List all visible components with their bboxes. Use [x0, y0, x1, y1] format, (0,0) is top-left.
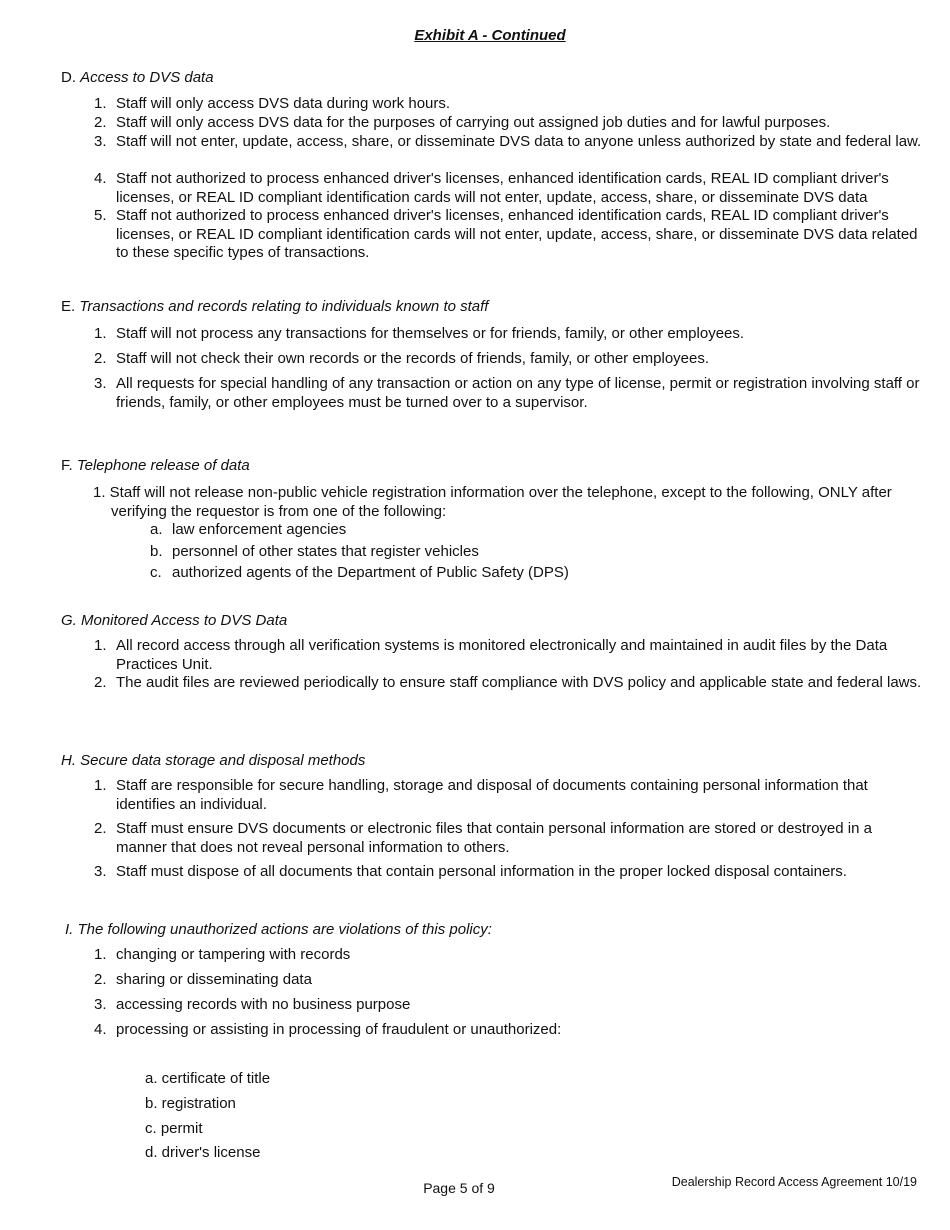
item-number: 2.	[94, 971, 107, 988]
list-item	[94, 375, 924, 412]
list-item	[94, 95, 924, 114]
sub-item-letter: a.	[150, 521, 163, 538]
item-number: 3.	[94, 375, 107, 392]
section-e-heading	[61, 298, 488, 317]
sub-list-item: a. certificate of title	[145, 1070, 271, 1087]
section-f-heading	[61, 457, 250, 476]
item-number: 2.	[94, 820, 107, 837]
item-text: Staff must ensure DVS documents or electronic files that contain personal information are stored or destroyed in a manner that does not reveal personal information to others.	[116, 820, 872, 856]
list-item	[94, 325, 924, 344]
page-title: Exhibit A - Continued	[414, 27, 566, 44]
item-number: 3.	[94, 996, 107, 1013]
list-item	[94, 777, 924, 814]
list-item	[94, 674, 924, 693]
sub-list-item	[150, 564, 569, 583]
item-number: 1.	[94, 777, 107, 794]
section-d-heading	[61, 69, 214, 88]
item-text: All record access through all verification systems is monitored electronically and maintained in audit files by the Data Practices Unit.	[116, 637, 888, 673]
sub-list-item: c. permit	[145, 1120, 203, 1137]
section-d-title: Access to DVS data	[80, 69, 214, 86]
item-number: 2.	[94, 114, 107, 131]
section-d-letter: D.	[61, 69, 76, 86]
item-text: changing or tampering with records	[116, 946, 351, 963]
item-text: Staff not authorized to process enhanced driver's licenses, enhanced identification cards, REAL ID compliant driver's licenses, or REAL ID compliant identification cards will not enter, update, access, share, or disseminate DVS data related to these specific types of transactions.	[116, 207, 918, 261]
item-text: All requests for special handling of any transaction or action on any type of license, permit or registration involving staff or friends, family, or other employees must be turned over to a supervisor.	[116, 375, 920, 411]
item-number: 1.	[94, 325, 107, 342]
item-text: Staff will only access DVS data during work hours.	[116, 95, 451, 112]
item-number: 2.	[94, 350, 107, 367]
item-text: Staff will not enter, update, access, share, or disseminate DVS data to anyone unless authorized by state and federal law.	[116, 133, 922, 150]
sub-item-text: authorized agents of the Department of Public Safety (DPS)	[172, 564, 569, 581]
item-number: 1.	[94, 95, 107, 112]
list-item	[94, 820, 924, 857]
section-e-letter: E.	[61, 298, 76, 315]
item-number: 4.	[94, 170, 107, 187]
list-item	[94, 637, 924, 674]
section-i-heading: I. The following unauthorized actions are violations of this policy:	[65, 921, 492, 938]
section-e-title: Transactions and records relating to individuals known to staff	[79, 298, 489, 315]
item-text: accessing records with no business purpose	[116, 996, 411, 1013]
section-f-title: Telephone release of data	[76, 457, 250, 474]
sub-item-text: law enforcement agencies	[172, 521, 347, 538]
list-item	[94, 170, 924, 207]
item-number: 2.	[94, 674, 107, 691]
list-item	[93, 484, 923, 521]
item-number: 5.	[94, 207, 107, 224]
item-text: Staff must dispose of all documents that contain personal information in the proper locked disposal containers.	[116, 863, 847, 880]
list-item	[94, 133, 924, 152]
item-text: Staff will not check their own records or the records of friends, family, or other employees.	[116, 350, 710, 367]
sub-list-item	[150, 521, 346, 540]
list-item	[94, 1021, 924, 1040]
list-item	[94, 350, 924, 369]
item-text: Staff are responsible for secure handling, storage and disposal of documents containing personal information that identifies an individual.	[116, 777, 868, 813]
item-number: 1.	[94, 946, 107, 963]
item-text: 1. Staff will not release non-public vehicle registration information over the telephone, except to the following, ONLY after verifying the requestor is from one of the following:	[93, 484, 892, 520]
item-text: sharing or disseminating data	[116, 971, 312, 988]
sub-item-text: personnel of other states that register vehicles	[172, 543, 479, 560]
list-item	[94, 971, 924, 990]
item-number: 3.	[94, 133, 107, 150]
item-text: processing or assisting in processing of fraudulent or unauthorized:	[116, 1021, 562, 1038]
item-number: 1.	[94, 637, 107, 654]
sub-list-item: d. driver's license	[145, 1144, 261, 1161]
section-g-heading: G. Monitored Access to DVS Data	[61, 612, 288, 629]
item-text: Staff will not process any transactions for themselves or for friends, family, or other employees.	[116, 325, 745, 342]
item-text: The audit files are reviewed periodically to ensure staff compliance with DVS policy and applicable state and federal laws.	[116, 674, 922, 691]
list-item	[94, 996, 924, 1015]
item-text: Staff will only access DVS data for the purposes of carrying out assigned job duties and for lawful purposes.	[116, 114, 831, 131]
item-number: 4.	[94, 1021, 107, 1038]
list-item	[94, 114, 924, 133]
item-number: 3.	[94, 863, 107, 880]
list-item	[94, 946, 924, 965]
list-item	[94, 207, 924, 263]
page-number: Page 5 of 9	[423, 1180, 495, 1196]
sub-list-item: b. registration	[145, 1095, 236, 1112]
footer-text: Dealership Record Access Agreement 10/19	[671, 1175, 917, 1189]
sub-item-letter: b.	[150, 543, 163, 560]
sub-item-letter: c.	[150, 564, 162, 581]
item-text: Staff not authorized to process enhanced driver's licenses, enhanced identification cards, REAL ID compliant driver's licenses, or REAL ID compliant identification cards will not enter, update, access, share, or disseminate DVS data	[116, 170, 889, 206]
section-f-letter: F.	[61, 457, 73, 474]
sub-list-item	[150, 543, 479, 562]
list-item	[94, 863, 924, 882]
section-h-heading: H. Secure data storage and disposal methods	[61, 752, 366, 769]
